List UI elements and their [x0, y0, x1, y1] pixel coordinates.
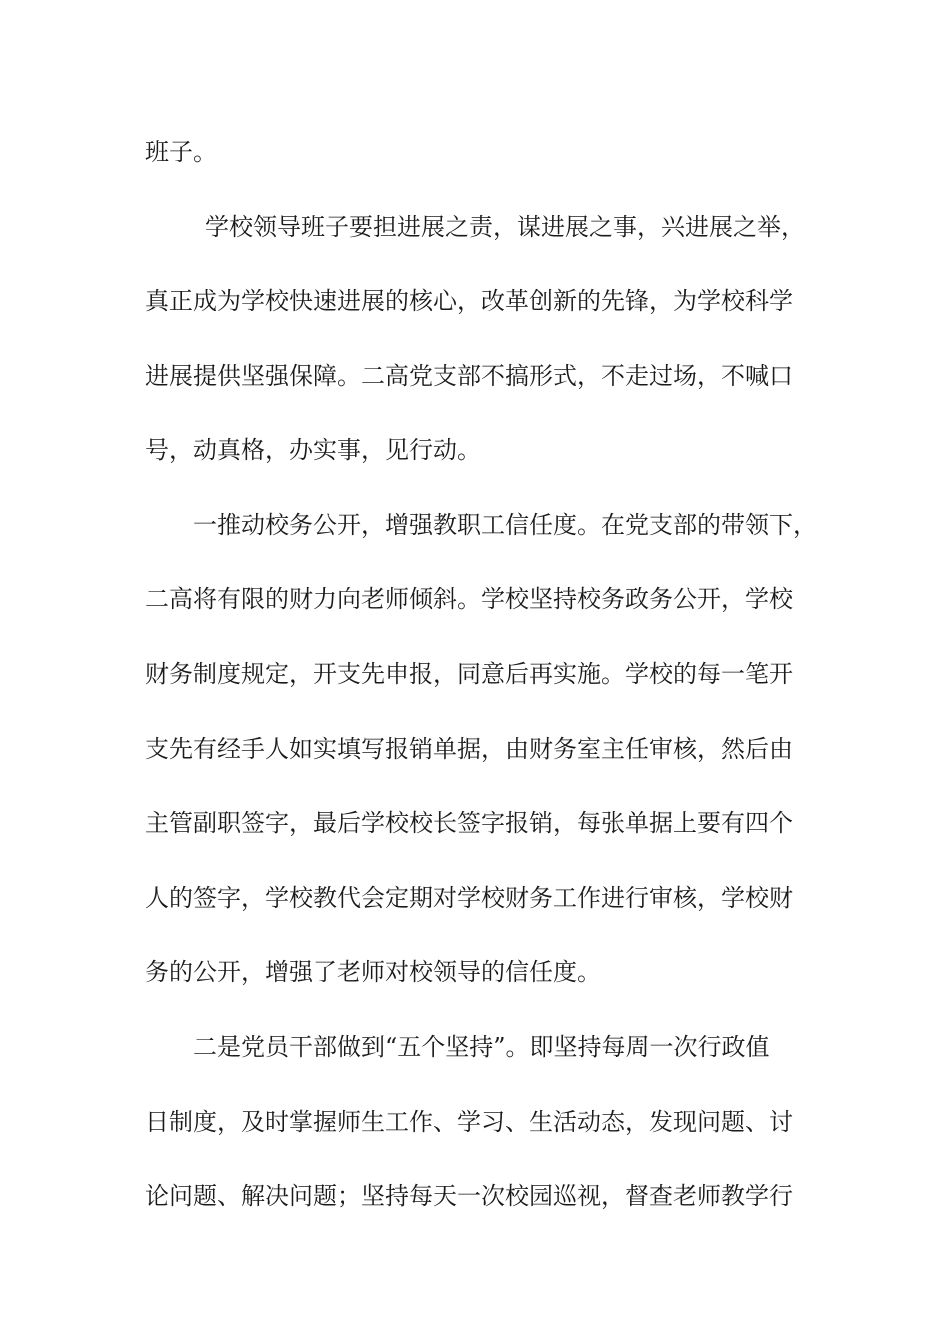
text-line: 人的签字，学校教代会定期对学校财务工作进行审核，学校财: [145, 884, 793, 912]
paragraph-first-line: 一推动校务公开，增强教职工信任度。在党支部的带领下，: [193, 511, 817, 539]
text-line: 班子。: [145, 138, 217, 166]
text-line: 二高将有限的财力向老师倾斜。学校坚持校务政务公开，学校: [145, 585, 793, 613]
paragraph-first-line: 学校领导班子要担进展之责，谋进展之事，兴进展之举，: [205, 213, 805, 241]
text-line: 支先有经手人如实填写报销单据，由财务室主任审核，然后由: [145, 735, 793, 763]
text-line: 进展提供坚强保障。二高党支部不搞形式，不走过场，不喊口: [145, 362, 793, 390]
text-line: 财务制度规定，开支先申报，同意后再实施。学校的每一笔开: [145, 660, 793, 688]
paragraph-first-line: 二是党员干部做到“五个坚持”。即坚持每周一次行政值: [193, 1033, 770, 1061]
text-line: 论问题、解决问题；坚持每天一次校园巡视，督查老师教学行: [145, 1182, 793, 1210]
text-line: 真正成为学校快速进展的核心，改革创新的先锋，为学校科学: [145, 287, 793, 315]
text-line: 务的公开，增强了老师对校领导的信任度。: [145, 958, 601, 986]
text-line: 主管副职签字，最后学校校长签字报销，每张单据上要有四个: [145, 809, 793, 837]
text-line: 号，动真格，办实事，见行动。: [145, 436, 481, 464]
text-line: 日制度，及时掌握师生工作、学习、生活动态，发现问题、讨: [145, 1108, 793, 1136]
